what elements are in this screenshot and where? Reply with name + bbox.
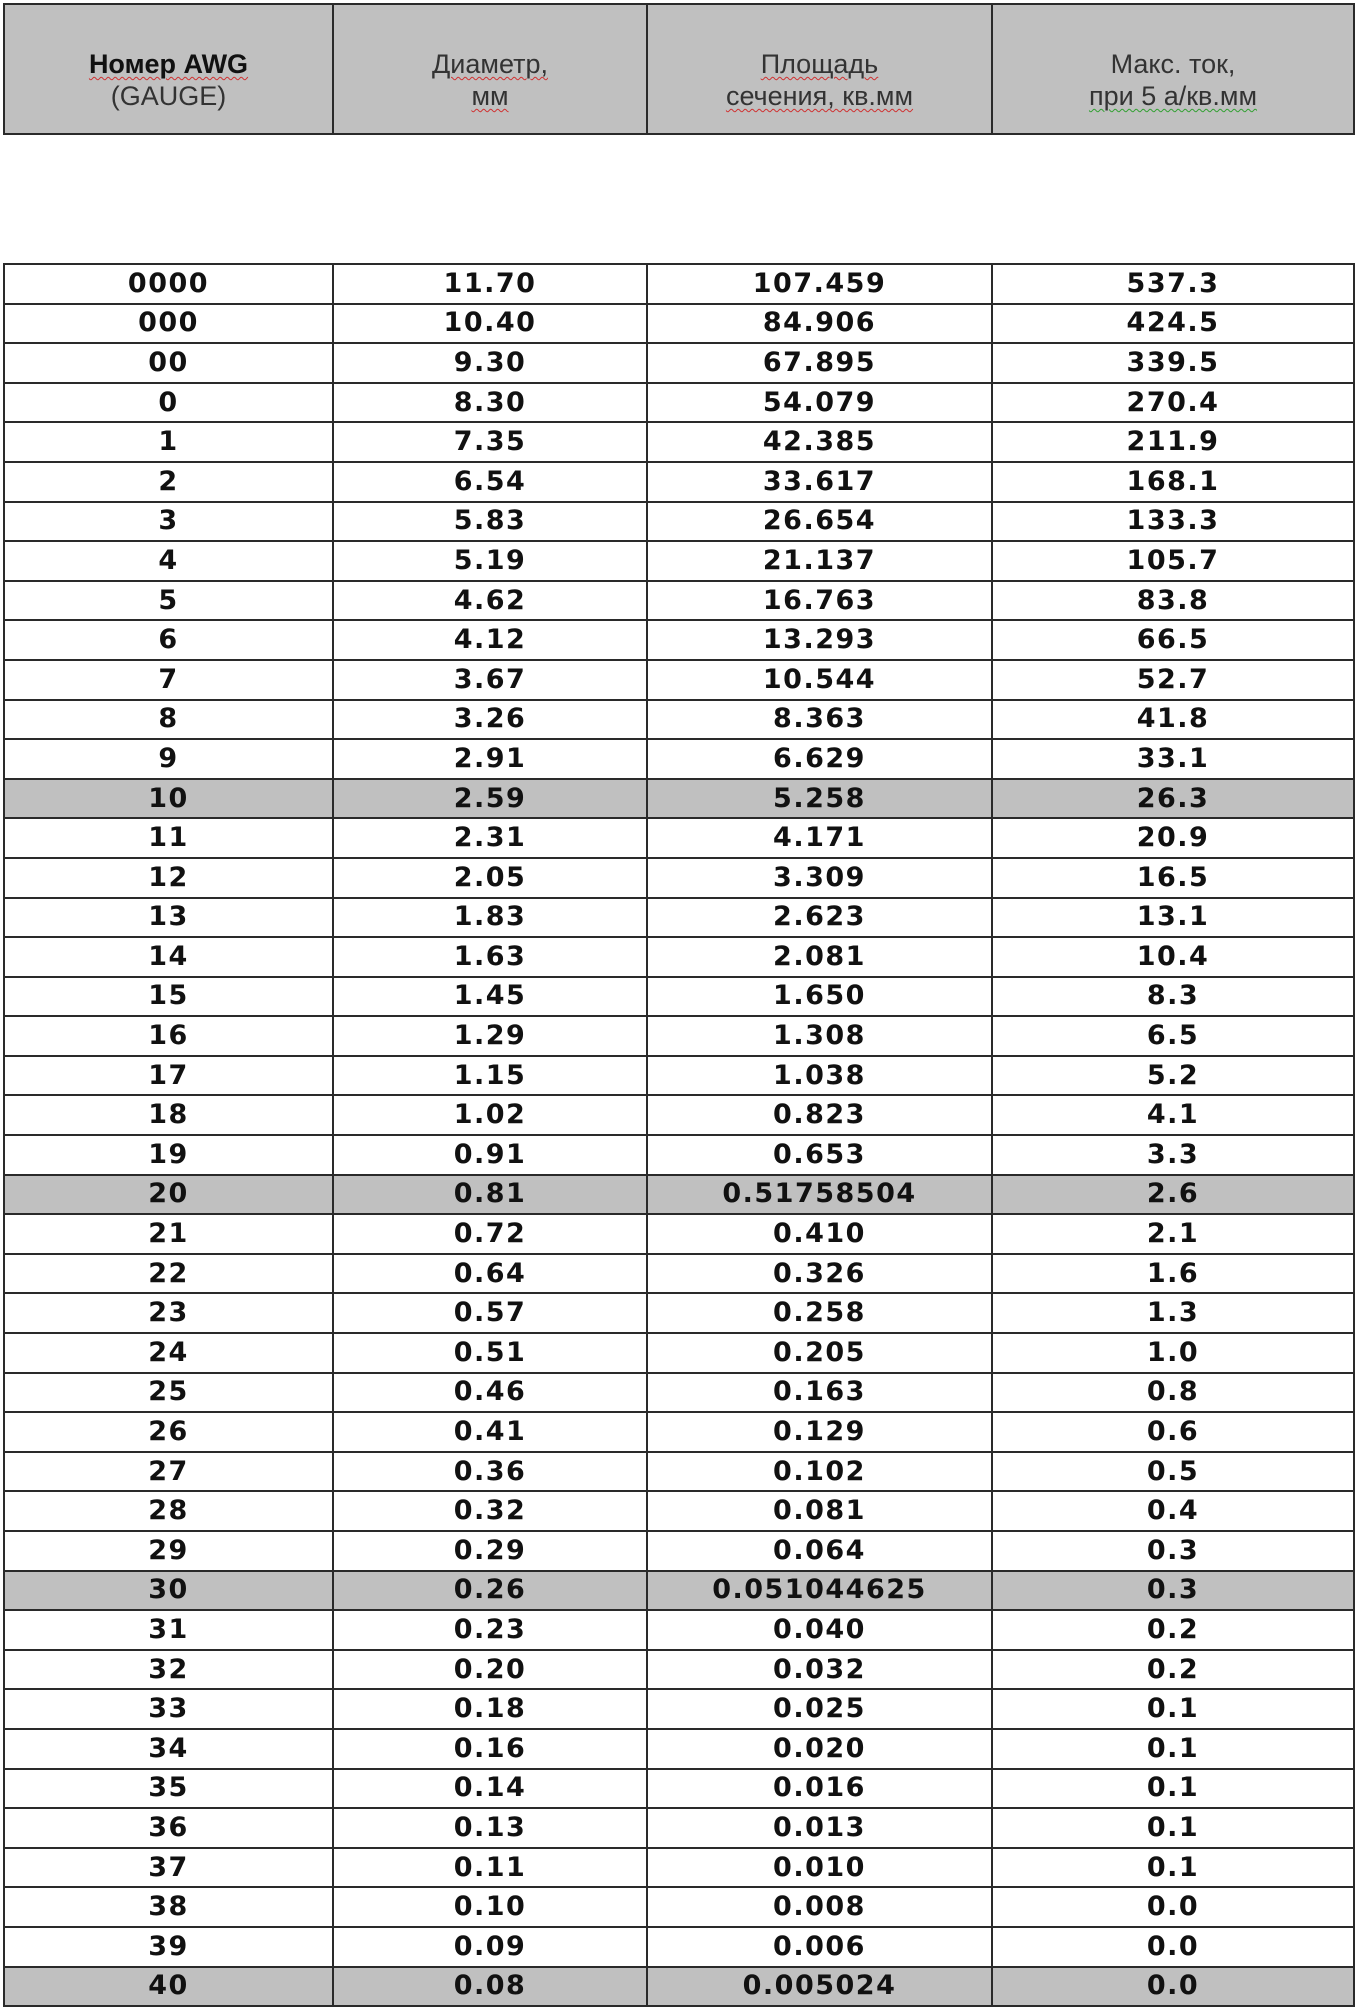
cell-diameter: 9.30: [333, 343, 647, 383]
cell-area: 0.129: [647, 1412, 992, 1452]
cell-area: 84.906: [647, 304, 992, 344]
header-gap: [4, 134, 1354, 264]
cell-max-current: 1.0: [992, 1333, 1354, 1373]
cell-max-current: 10.4: [992, 937, 1354, 977]
header-area: [647, 4, 992, 134]
header-current-title: Макс. ток,: [1110, 49, 1236, 79]
cell-awg: 17: [4, 1056, 333, 1096]
cell-max-current: 537.3: [992, 264, 1354, 304]
header-area-title: Площадь: [760, 49, 879, 79]
cell-max-current: 4.1: [992, 1095, 1354, 1135]
cell-max-current: 66.5: [992, 620, 1354, 660]
header-diameter-unit: мм: [471, 81, 509, 111]
cell-max-current: 83.8: [992, 581, 1354, 621]
cell-awg: 6: [4, 620, 333, 660]
cell-diameter: 0.64: [333, 1254, 647, 1294]
cell-awg: 1: [4, 422, 333, 462]
cell-area: 0.025: [647, 1689, 992, 1729]
cell-awg: 19: [4, 1135, 333, 1175]
cell-max-current: 168.1: [992, 462, 1354, 502]
cell-area: 16.763: [647, 581, 992, 621]
table-header: [4, 4, 1354, 264]
table-row: [4, 818, 1354, 858]
cell-diameter: 7.35: [333, 422, 647, 462]
table-row: [4, 898, 1354, 938]
cell-diameter: 0.91: [333, 1135, 647, 1175]
cell-max-current: 0.1: [992, 1808, 1354, 1848]
header-awg-title: Номер AWG: [88, 49, 249, 79]
cell-diameter: 0.36: [333, 1452, 647, 1492]
cell-diameter: 0.46: [333, 1373, 647, 1413]
cell-awg: 39: [4, 1927, 333, 1967]
table-row: [4, 858, 1354, 898]
cell-area: 0.016: [647, 1769, 992, 1809]
cell-awg: 32: [4, 1650, 333, 1690]
cell-max-current: 0.0: [992, 1927, 1354, 1967]
cell-max-current: 0.1: [992, 1729, 1354, 1769]
cell-awg: 4: [4, 541, 333, 581]
cell-max-current: 105.7: [992, 541, 1354, 581]
header-diameter: [333, 4, 647, 134]
cell-max-current: 52.7: [992, 660, 1354, 700]
cell-diameter: 4.62: [333, 581, 647, 621]
table-row: [4, 620, 1354, 660]
cell-max-current: 0.1: [992, 1689, 1354, 1729]
cell-area: 8.363: [647, 700, 992, 740]
cell-max-current: 0.2: [992, 1650, 1354, 1690]
cell-area: 0.163: [647, 1373, 992, 1413]
cell-diameter: 0.41: [333, 1412, 647, 1452]
cell-diameter: 0.26: [333, 1571, 647, 1611]
table-row: [4, 422, 1354, 462]
cell-diameter: 2.05: [333, 858, 647, 898]
cell-max-current: 2.6: [992, 1175, 1354, 1215]
cell-area: 0.081: [647, 1491, 992, 1531]
table-row: [4, 1254, 1354, 1294]
cell-awg: 7: [4, 660, 333, 700]
cell-area: 0.013: [647, 1808, 992, 1848]
cell-area: 26.654: [647, 502, 992, 542]
cell-area: 0.823: [647, 1095, 992, 1135]
cell-max-current: 339.5: [992, 343, 1354, 383]
table-row: [4, 1373, 1354, 1413]
cell-max-current: 270.4: [992, 383, 1354, 423]
cell-diameter: 0.14: [333, 1769, 647, 1809]
cell-area: 33.617: [647, 462, 992, 502]
cell-diameter: 1.29: [333, 1016, 647, 1056]
cell-diameter: 1.63: [333, 937, 647, 977]
cell-diameter: 3.67: [333, 660, 647, 700]
table-row: [4, 1887, 1354, 1927]
cell-awg: 27: [4, 1452, 333, 1492]
cell-diameter: 0.51: [333, 1333, 647, 1373]
table-row: [4, 1016, 1354, 1056]
table-row: [4, 977, 1354, 1017]
cell-awg: 33: [4, 1689, 333, 1729]
cell-awg: 14: [4, 937, 333, 977]
cell-diameter: 1.45: [333, 977, 647, 1017]
cell-area: 0.032: [647, 1650, 992, 1690]
cell-area: 1.308: [647, 1016, 992, 1056]
cell-max-current: 2.1: [992, 1214, 1354, 1254]
cell-diameter: 1.15: [333, 1056, 647, 1096]
cell-max-current: 211.9: [992, 422, 1354, 462]
table-row: [4, 1848, 1354, 1888]
cell-area: 0.653: [647, 1135, 992, 1175]
cell-area: 13.293: [647, 620, 992, 660]
cell-awg: 34: [4, 1729, 333, 1769]
cell-diameter: 0.10: [333, 1887, 647, 1927]
table-row: [4, 660, 1354, 700]
cell-diameter: 6.54: [333, 462, 647, 502]
header-current-unit: при 5 а/кв.мм: [1088, 81, 1258, 111]
cell-max-current: 133.3: [992, 502, 1354, 542]
cell-awg: 35: [4, 1769, 333, 1809]
table-row: [4, 502, 1354, 542]
table-row: [4, 1571, 1354, 1611]
cell-area: 0.258: [647, 1293, 992, 1333]
cell-max-current: 0.1: [992, 1769, 1354, 1809]
cell-max-current: 0.0: [992, 1967, 1354, 2007]
cell-max-current: 0.6: [992, 1412, 1354, 1452]
cell-area: 4.171: [647, 818, 992, 858]
cell-area: 0.205: [647, 1333, 992, 1373]
cell-area: 0.020: [647, 1729, 992, 1769]
cell-diameter: 2.31: [333, 818, 647, 858]
table-row: [4, 1808, 1354, 1848]
cell-awg: 11: [4, 818, 333, 858]
cell-max-current: 0.4: [992, 1491, 1354, 1531]
cell-diameter: 0.09: [333, 1927, 647, 1967]
cell-diameter: 0.18: [333, 1689, 647, 1729]
table-row: [4, 1769, 1354, 1809]
cell-max-current: 6.5: [992, 1016, 1354, 1056]
cell-awg: 000: [4, 304, 333, 344]
cell-awg: 16: [4, 1016, 333, 1056]
header-awg-gauge: [4, 4, 333, 134]
table-row: [4, 1333, 1354, 1373]
cell-diameter: 0.13: [333, 1808, 647, 1848]
table-row: [4, 264, 1354, 304]
cell-max-current: 0.2: [992, 1610, 1354, 1650]
cell-awg: 36: [4, 1808, 333, 1848]
table-row: [4, 304, 1354, 344]
cell-awg: 29: [4, 1531, 333, 1571]
cell-area: 0.102: [647, 1452, 992, 1492]
cell-area: 107.459: [647, 264, 992, 304]
table-row: [4, 1531, 1354, 1571]
cell-awg: 0: [4, 383, 333, 423]
cell-area: 0.008: [647, 1887, 992, 1927]
cell-area: 2.623: [647, 898, 992, 938]
cell-awg: 2: [4, 462, 333, 502]
cell-awg: 21: [4, 1214, 333, 1254]
cell-area: 21.137: [647, 541, 992, 581]
cell-diameter: 0.29: [333, 1531, 647, 1571]
cell-area: 0.51758504: [647, 1175, 992, 1215]
cell-max-current: 0.3: [992, 1571, 1354, 1611]
cell-awg: 22: [4, 1254, 333, 1294]
table-row: [4, 700, 1354, 740]
cell-max-current: 33.1: [992, 739, 1354, 779]
table-row: [4, 1175, 1354, 1215]
cell-max-current: 13.1: [992, 898, 1354, 938]
cell-diameter: 1.02: [333, 1095, 647, 1135]
cell-area: 0.410: [647, 1214, 992, 1254]
cell-max-current: 16.5: [992, 858, 1354, 898]
table-row: [4, 1689, 1354, 1729]
cell-diameter: 3.26: [333, 700, 647, 740]
cell-area: 6.629: [647, 739, 992, 779]
table-row: [4, 1135, 1354, 1175]
cell-awg: 38: [4, 1887, 333, 1927]
cell-awg: 31: [4, 1610, 333, 1650]
cell-awg: 40: [4, 1967, 333, 2007]
table-row: [4, 1452, 1354, 1492]
cell-max-current: 41.8: [992, 700, 1354, 740]
cell-max-current: 424.5: [992, 304, 1354, 344]
table-row: [4, 1412, 1354, 1452]
header-diameter-title: Диаметр,: [432, 49, 548, 79]
table-row: [4, 462, 1354, 502]
cell-diameter: 0.20: [333, 1650, 647, 1690]
cell-diameter: 0.11: [333, 1848, 647, 1888]
table-row: [4, 1927, 1354, 1967]
cell-awg: 26: [4, 1412, 333, 1452]
cell-area: 42.385: [647, 422, 992, 462]
table-row: [4, 937, 1354, 977]
cell-awg: 0000: [4, 264, 333, 304]
cell-area: 3.309: [647, 858, 992, 898]
cell-diameter: 0.72: [333, 1214, 647, 1254]
table-row: [4, 1729, 1354, 1769]
cell-diameter: 2.59: [333, 779, 647, 819]
table-row: [4, 1293, 1354, 1333]
cell-awg: 10: [4, 779, 333, 819]
cell-area: 0.010: [647, 1848, 992, 1888]
cell-diameter: 5.83: [333, 502, 647, 542]
cell-max-current: 0.0: [992, 1887, 1354, 1927]
cell-diameter: 0.81: [333, 1175, 647, 1215]
cell-area: 10.544: [647, 660, 992, 700]
table-row: [4, 739, 1354, 779]
cell-area: 54.079: [647, 383, 992, 423]
cell-diameter: 2.91: [333, 739, 647, 779]
cell-awg: 28: [4, 1491, 333, 1531]
cell-area: 0.040: [647, 1610, 992, 1650]
cell-awg: 25: [4, 1373, 333, 1413]
cell-area: 5.258: [647, 779, 992, 819]
cell-max-current: 0.1: [992, 1848, 1354, 1888]
cell-diameter: 0.16: [333, 1729, 647, 1769]
cell-diameter: 1.83: [333, 898, 647, 938]
cell-awg: 9: [4, 739, 333, 779]
table-row: [4, 779, 1354, 819]
cell-max-current: 26.3: [992, 779, 1354, 819]
cell-max-current: 0.3: [992, 1531, 1354, 1571]
cell-awg: 18: [4, 1095, 333, 1135]
cell-awg: 15: [4, 977, 333, 1017]
cell-max-current: 0.5: [992, 1452, 1354, 1492]
cell-area: 0.326: [647, 1254, 992, 1294]
header-row: [4, 4, 1354, 134]
table-row: [4, 541, 1354, 581]
awg-wire-table: [3, 3, 1355, 2007]
table-row: [4, 1056, 1354, 1096]
table-row: [4, 1967, 1354, 2007]
header-area-unit: сечения, кв.мм: [725, 81, 914, 111]
cell-diameter: 0.32: [333, 1491, 647, 1531]
table-row: [4, 1650, 1354, 1690]
cell-awg: 8: [4, 700, 333, 740]
cell-area: 2.081: [647, 937, 992, 977]
cell-diameter: 10.40: [333, 304, 647, 344]
cell-area: 0.006: [647, 1927, 992, 1967]
cell-max-current: 1.6: [992, 1254, 1354, 1294]
cell-area: 0.064: [647, 1531, 992, 1571]
cell-awg: 00: [4, 343, 333, 383]
cell-awg: 30: [4, 1571, 333, 1611]
cell-awg: 3: [4, 502, 333, 542]
cell-max-current: 3.3: [992, 1135, 1354, 1175]
cell-max-current: 1.3: [992, 1293, 1354, 1333]
cell-diameter: 11.70: [333, 264, 647, 304]
cell-area: 1.038: [647, 1056, 992, 1096]
table-row: [4, 1610, 1354, 1650]
cell-awg: 12: [4, 858, 333, 898]
cell-awg: 13: [4, 898, 333, 938]
cell-max-current: 5.2: [992, 1056, 1354, 1096]
cell-area: 0.005024: [647, 1967, 992, 2007]
cell-awg: 20: [4, 1175, 333, 1215]
cell-diameter: 0.57: [333, 1293, 647, 1333]
cell-area: 1.650: [647, 977, 992, 1017]
table-row: [4, 1214, 1354, 1254]
cell-area: 0.051044625: [647, 1571, 992, 1611]
cell-diameter: 4.12: [333, 620, 647, 660]
cell-diameter: 0.08: [333, 1967, 647, 2007]
table-row: [4, 343, 1354, 383]
cell-diameter: 5.19: [333, 541, 647, 581]
cell-max-current: 0.8: [992, 1373, 1354, 1413]
cell-awg: 5: [4, 581, 333, 621]
cell-awg: 23: [4, 1293, 333, 1333]
header-awg-subtitle: (GAUGE): [110, 81, 227, 111]
cell-max-current: 8.3: [992, 977, 1354, 1017]
cell-diameter: 8.30: [333, 383, 647, 423]
cell-max-current: 20.9: [992, 818, 1354, 858]
table-row: [4, 581, 1354, 621]
header-max-current: [992, 4, 1354, 134]
table-row: [4, 1095, 1354, 1135]
cell-awg: 37: [4, 1848, 333, 1888]
cell-diameter: 0.23: [333, 1610, 647, 1650]
table-body: [4, 264, 1354, 2006]
cell-awg: 24: [4, 1333, 333, 1373]
table-row: [4, 383, 1354, 423]
table-row: [4, 1491, 1354, 1531]
cell-area: 67.895: [647, 343, 992, 383]
